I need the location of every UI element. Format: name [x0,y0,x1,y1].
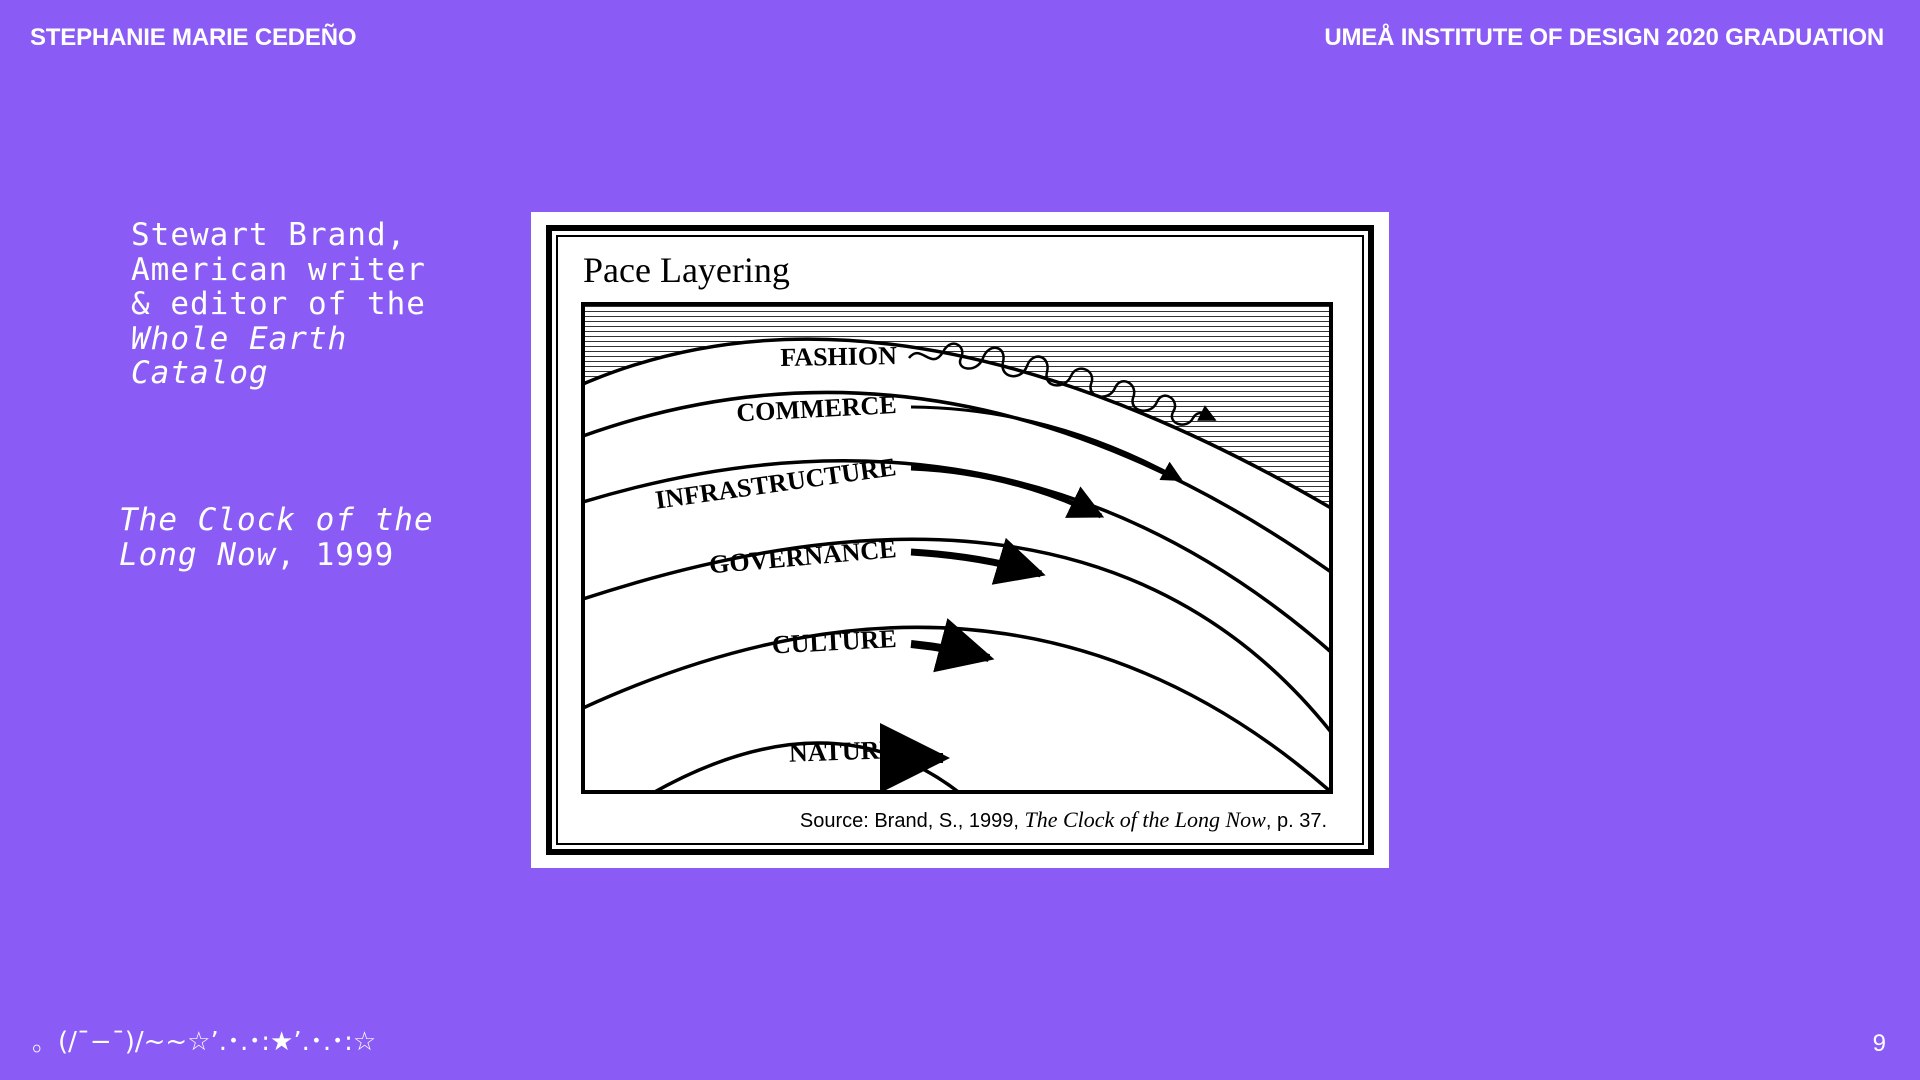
work-title-italic: Long Now [119,536,277,573]
work-year: , 1999 [276,536,395,573]
layer-label-culture: CULTURE [771,624,898,660]
layer-label-nature: NATURE [788,735,898,768]
author-name: STEPHANIE MARIE CEDEÑO [30,24,357,51]
source-title: The Clock of the Long Now [1024,807,1266,832]
bio-line: Stewart Brand, [131,217,407,253]
footer-kaomoji: 。(/¯−¯)/~~☆’.･.･:★’.･.･:☆ [32,1027,377,1057]
layer-label-infrastructure: INFRASTRUCTURE [653,452,898,515]
layer-label-fashion: FASHION [780,341,898,373]
figure-title: Pace Layering [583,250,790,290]
work-title-line [119,538,519,573]
bio-line-italic: Catalog [131,355,269,391]
pace-layering-figure [531,212,1389,868]
source-suffix: , p. 37. [1265,810,1327,832]
bio-line: American writer [131,251,426,288]
event-title: UMEÅ INSTITUTE OF DESIGN 2020 GRADUATION [1324,24,1884,51]
bio-line: & editor of the [131,286,426,322]
page-number: 9 [1872,1030,1886,1057]
bio-text [131,218,491,391]
layer-label-governance: GOVERNANCE [707,534,898,580]
work-citation [119,503,519,572]
pace-layering-diagram [531,212,1389,868]
figure-source [800,807,1327,832]
work-title-line: The Clock of the [119,502,434,538]
layer-label-commerce: COMMERCE [735,390,898,428]
bio-line-italic: Whole Earth [131,320,348,357]
source-prefix: Source: Brand, S., 1999, [799,810,1025,832]
